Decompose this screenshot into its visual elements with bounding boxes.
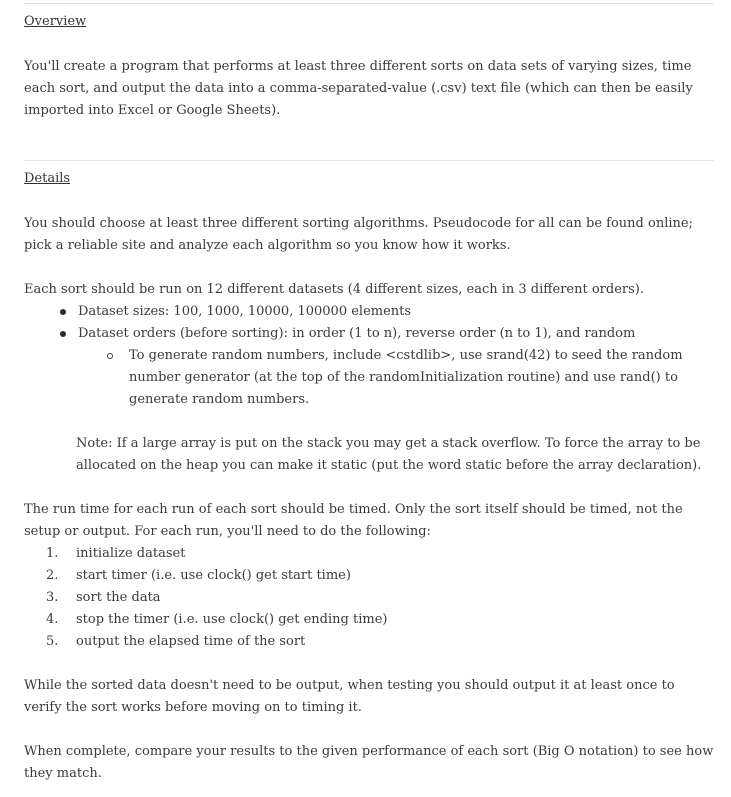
top-divider xyxy=(24,3,714,4)
step-number: 3. xyxy=(46,590,59,605)
step-number: 1. xyxy=(46,546,59,561)
section-divider xyxy=(24,160,714,161)
random-sub-bullet-list xyxy=(24,345,714,411)
note-paragraph: Note: If a large array is put on the stack you may get a stack overflow. To force the array to be allocated on the heap you can make it static (put the word static before the array declaration). xyxy=(76,436,702,473)
sub-bullet-random-numbers: To generate random numbers, include <cstdlib>, use srand(42) to seed the random number generator (at the top of the randomInitialization routine) and use rand() to generate random numbers. xyxy=(24,345,714,411)
datasets-paragraph: Each sort should be run on 12 different datasets (4 different sizes, each in 3 different orders). xyxy=(24,282,644,297)
details-heading: Details xyxy=(24,171,71,186)
step-text: initialize dataset xyxy=(76,546,186,561)
timing-steps-list xyxy=(24,543,714,653)
step-text: sort the data xyxy=(76,590,161,605)
timing-paragraph: The run time for each run of each sort should be timed. Only the sort itself should be timed, not the setup or output. For each run, you'll need to do the following: xyxy=(24,502,683,539)
overview-paragraph: You'll create a program that performs at least three different sorts on data sets of varying sizes, time each sort, and output the data into a comma-separated-value (.csv) text file (which can then be easily imported into Excel or Google Sheets). xyxy=(24,59,693,118)
algorithms-paragraph: You should choose at least three different sorting algorithms. Pseudocode for all can be found online; pick a reliable site and analyze each algorithm so you know how it works. xyxy=(24,216,693,253)
step-item xyxy=(24,587,714,609)
step-number: 4. xyxy=(46,612,59,627)
step-item xyxy=(24,631,714,653)
step-text: stop the timer (i.e. use clock() get ending time) xyxy=(76,612,388,627)
compare-paragraph: When complete, compare your results to the given performance of each sort (Big O notation) to see how they match. xyxy=(24,744,714,781)
assignment-document xyxy=(24,0,714,785)
bullet-dataset-orders: Dataset orders (before sorting): in order (1 to n), reverse order (n to 1), and random xyxy=(24,323,714,345)
step-text: start timer (i.e. use clock() get start time) xyxy=(76,568,351,583)
step-item xyxy=(24,565,714,587)
step-item xyxy=(24,543,714,565)
dataset-bullet-list xyxy=(24,301,714,345)
step-number: 5. xyxy=(46,634,59,649)
step-number: 2. xyxy=(46,568,59,583)
bullet-dataset-sizes: Dataset sizes: 100, 1000, 10000, 100000 elements xyxy=(24,301,714,323)
step-text: output the elapsed time of the sort xyxy=(76,634,306,649)
step-item xyxy=(24,609,714,631)
verify-paragraph: While the sorted data doesn't need to be output, when testing you should output it at least once to verify the sort works before moving on to timing it. xyxy=(24,678,675,715)
overview-heading: Overview xyxy=(24,14,87,29)
